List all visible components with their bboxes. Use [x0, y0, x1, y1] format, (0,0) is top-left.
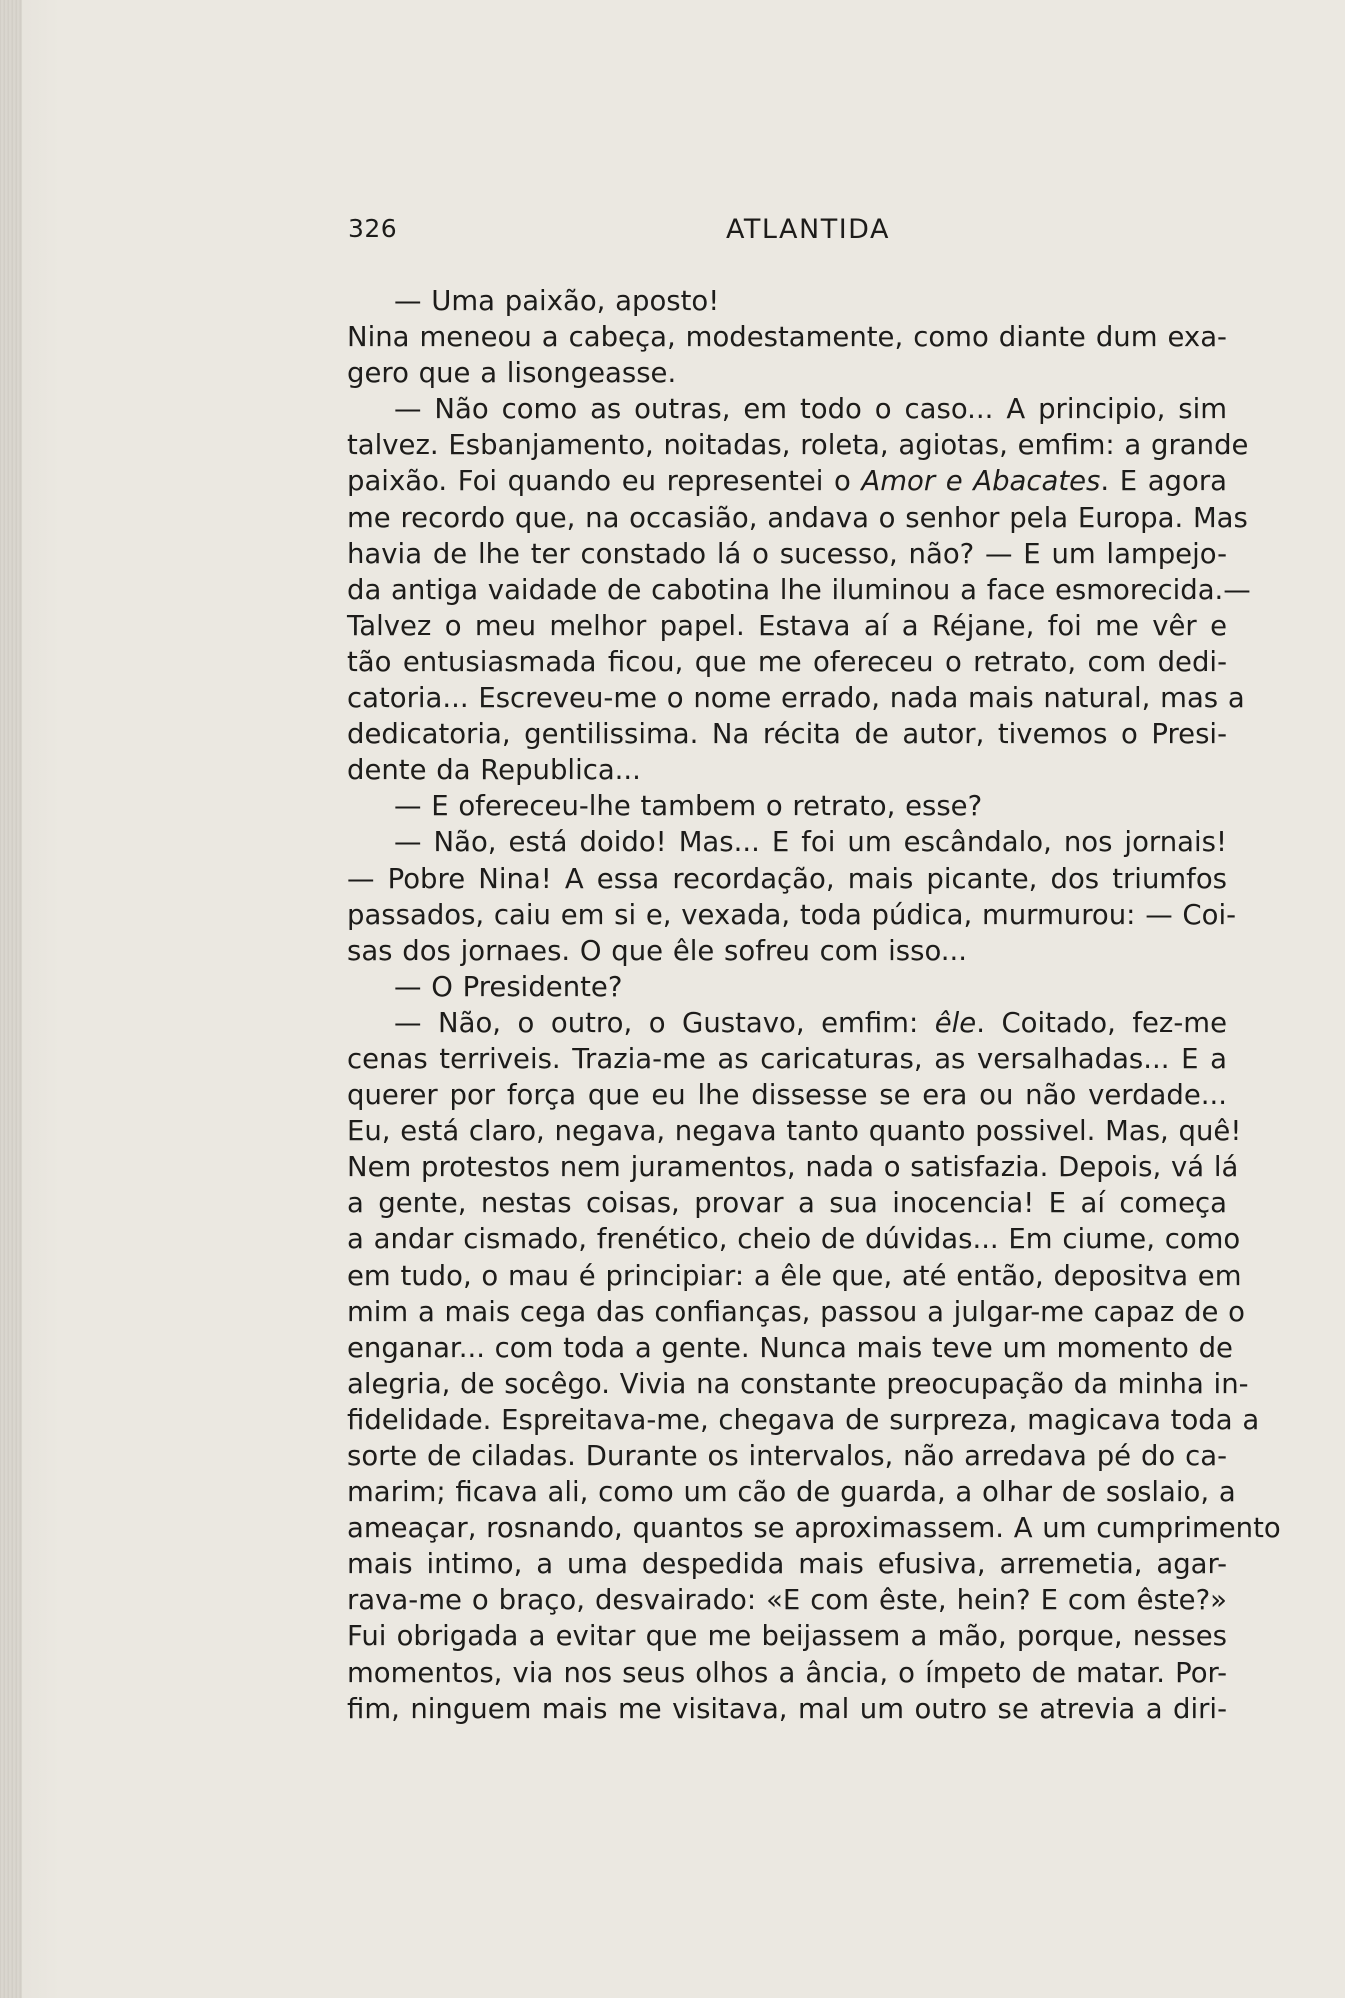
text-line [347, 897, 1237, 933]
text-line [347, 572, 1251, 608]
text-segment: dedicatoria, gentilissima. Na récita de autor, tivemos o Presi- [347, 718, 1227, 751]
text-segment: gero que a lisongeasse. [347, 357, 677, 390]
page-number: 326 [348, 214, 398, 243]
text-segment: — O Presidente? [394, 970, 623, 1003]
text-line [347, 1077, 1227, 1113]
text-segment: dente da Republica... [347, 754, 641, 787]
text-segment: em tudo, o mau é principiar: a êle que, até então, depositva em [347, 1259, 1242, 1292]
text-line [347, 1655, 1227, 1691]
text-segment: havia de lhe ter constado lá o sucesso, não? — E um lampejo- [347, 537, 1227, 570]
text-line [347, 1618, 1227, 1654]
text-segment: a andar cismado, frenético, cheio de dúvidas... Em ciume, como [347, 1223, 1241, 1256]
text-line [347, 1005, 1227, 1041]
text-line [347, 644, 1227, 680]
text-line [347, 319, 1227, 355]
text-segment: sas dos jornaes. O que êle sofreu com isso... [347, 934, 968, 967]
text-segment: passados, caiu em si e, vexada, toda púdica, murmurou: — Coi- [347, 898, 1237, 931]
text-line [347, 752, 1227, 788]
text-line [347, 427, 1249, 463]
text-line [347, 500, 1248, 536]
text-line [347, 1402, 1260, 1438]
text-line [347, 1041, 1227, 1077]
text-segment: . E agora [1100, 465, 1227, 498]
text-line [347, 1510, 1281, 1546]
italic-title: êle [934, 1006, 977, 1039]
text-line [347, 1221, 1241, 1257]
text-segment: fim, ninguem mais me visitava, mal um outro se atrevia a diri- [347, 1692, 1227, 1725]
text-line [347, 355, 1227, 391]
text-line [347, 824, 1227, 860]
text-line [347, 1149, 1239, 1185]
text-segment: tão entusiasmada ficou, que me ofereceu o retrato, com dedi- [347, 645, 1227, 678]
text-line [347, 463, 1227, 499]
text-segment: paixão. Foi quando eu representei o [347, 465, 862, 498]
text-line [347, 716, 1227, 752]
text-segment: Fui obrigada a evitar que me beijassem a mão, porque, nesses [347, 1620, 1227, 1653]
text-segment: — Não, está doido! Mas... E foi um escândalo, nos jornais! [394, 826, 1227, 859]
page-binding-edge [0, 0, 22, 1998]
text-segment: Nem protestos nem juramentos, nada o satisfazia. Depois, vá lá [347, 1151, 1239, 1184]
text-line [347, 1546, 1227, 1582]
text-segment: Eu, está claro, negava, negava tanto quanto possivel. Mas, quê! [347, 1115, 1242, 1148]
text-line [347, 1294, 1246, 1330]
text-segment: ameaçar, rosnando, quantos se aproximassem. A um cumprimento [347, 1512, 1281, 1545]
text-segment: Nina meneou a cabeça, modestamente, como diante dum exa- [347, 321, 1227, 354]
text-line [347, 1474, 1236, 1510]
text-segment: — E ofereceu-lhe tambem o retrato, esse? [394, 790, 983, 823]
text-line [347, 680, 1245, 716]
text-segment: sorte de ciladas. Durante os intervalos, não arredava pé do ca- [347, 1440, 1227, 1472]
text-segment: cenas terriveis. Trazia-me as caricaturas, as versalhadas... E a [347, 1042, 1227, 1075]
running-title: ATLANTIDA [726, 214, 890, 245]
text-segment: mais intimo, a uma despedida mais efusiva, arremetia, agar- [347, 1548, 1227, 1581]
text-line [347, 608, 1227, 644]
text-segment: — Uma paixão, aposto! [394, 285, 720, 317]
text-segment: — Não como as outras, em todo o caso... A principio, sim [394, 393, 1227, 426]
text-line [347, 391, 1227, 427]
text-line [347, 1582, 1227, 1618]
text-segment: mim a mais cega das confianças, passou a julgar-me capaz de o [347, 1295, 1246, 1328]
text-line [347, 1691, 1227, 1727]
text-line [347, 283, 1227, 319]
text-segment: momentos, via nos seus olhos a ância, o ímpeto de matar. Por- [347, 1656, 1227, 1689]
text-segment: rava-me o braço, desvairado: «E com êste, hein? E com êste?» [347, 1584, 1227, 1617]
text-segment: alegria, de socêgo. Vivia na constante preocupação da minha in- [347, 1367, 1249, 1400]
page-header [348, 214, 1228, 250]
italic-title: Amor e Abacates [861, 465, 1101, 498]
text-line [347, 1366, 1249, 1402]
text-line [347, 536, 1227, 572]
text-segment: talvez. Esbanjamento, noitadas, roleta, agiotas, emfim: a grande [347, 429, 1249, 462]
body-text [347, 283, 1281, 1727]
text-segment: querer por força que eu lhe dissesse se era ou não verdade... [347, 1079, 1227, 1112]
text-line [347, 1113, 1242, 1149]
text-segment: — Pobre Nina! A essa recordação, mais picante, dos triumfos [347, 862, 1227, 895]
text-line [347, 1185, 1227, 1221]
text-line [347, 788, 1227, 824]
text-line [347, 861, 1227, 897]
text-segment: da antiga vaidade de cabotina lhe iluminou a face esmorecida.— [347, 573, 1251, 606]
text-segment: — Não, o outro, o Gustavo, emfim: [394, 1006, 935, 1039]
text-segment: marim; ficava ali, como um cão de guarda, a olhar de soslaio, a [347, 1476, 1236, 1509]
text-line [347, 1258, 1242, 1294]
text-line [347, 969, 1227, 1005]
text-line [347, 1438, 1227, 1474]
text-segment: fidelidade. Espreitava-me, chegava de surpreza, magicava toda a [347, 1403, 1260, 1436]
text-segment: enganar... com toda a gente. Nunca mais teve um momento de [347, 1331, 1233, 1364]
text-segment: . Coitado, fez-me [976, 1006, 1227, 1039]
text-segment: Talvez o meu melhor papel. Estava aí a Réjane, foi me vêr e [347, 609, 1227, 642]
text-segment: a gente, nestas coisas, provar a sua inocencia! E aí começa [347, 1187, 1227, 1220]
text-segment: me recordo que, na occasião, andava o senhor pela Europa. Mas [347, 501, 1248, 534]
text-line [347, 1330, 1233, 1366]
text-segment: catoria... Escreveu-me o nome errado, nada mais natural, mas a [347, 682, 1245, 715]
text-line [347, 933, 1227, 969]
